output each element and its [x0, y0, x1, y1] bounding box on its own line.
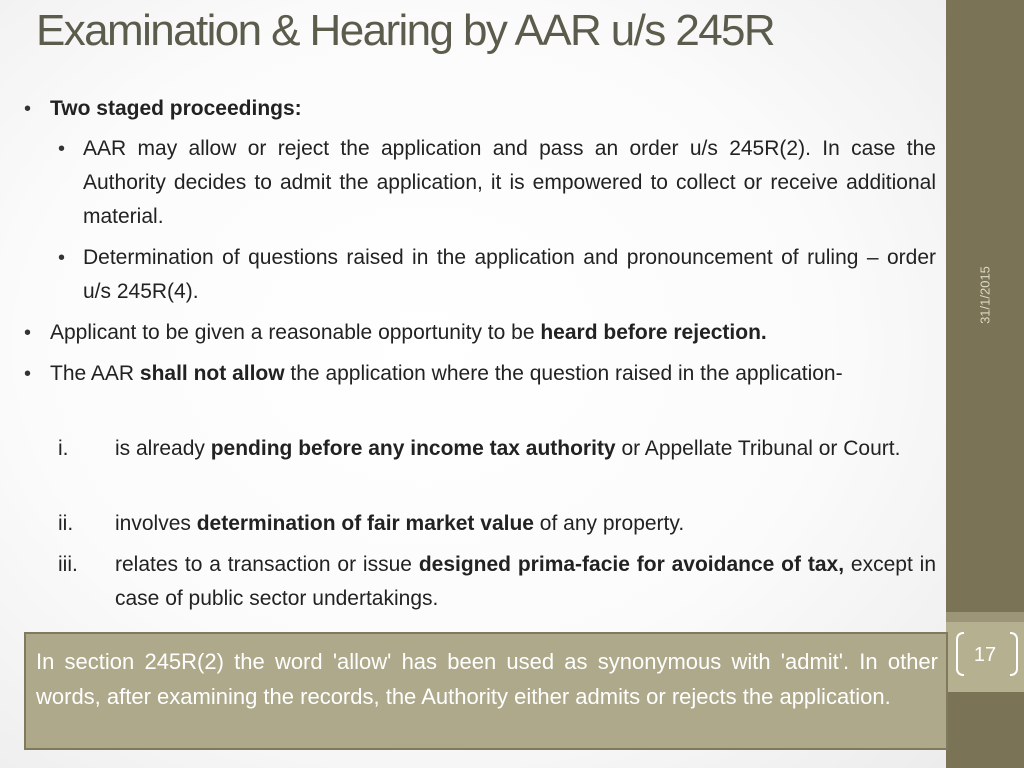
- sub-bullet-icon: •: [58, 138, 66, 160]
- bullet-icon: •: [24, 363, 32, 385]
- slide-title: Examination & Hearing by AAR u/s 245R: [36, 6, 775, 55]
- bullet-2: [50, 316, 936, 350]
- list-item-i: [115, 432, 936, 466]
- list-item-i-text: is already: [115, 437, 211, 460]
- bullet-heading: [50, 92, 936, 126]
- list-number: iii.: [58, 553, 78, 576]
- bullet-2-text: Applicant to be given a reasonable opportunity to be: [50, 321, 541, 344]
- bullet-3-bold: shall not allow: [139, 362, 285, 385]
- list-number: ii.: [58, 512, 74, 535]
- note-text: In section 245R(2) the word 'allow' has been used as synonymous with 'admit'. In other words, after examining the records, the Authority either admits or rejects the application.: [36, 649, 938, 709]
- list-item-iii-bold: designed prima-facie for avoidance of tax,: [418, 553, 845, 576]
- bullet-icon: •: [24, 322, 32, 344]
- bullet-icon: •: [24, 98, 32, 120]
- bullet-3-text: The AAR: [50, 362, 140, 385]
- list-item-i-text-end: or Appellate Tribunal or Court.: [615, 437, 901, 460]
- list-item-iii-text-end: except in case of public sector undertakings.: [115, 553, 936, 610]
- page-number-box: [946, 622, 1024, 692]
- list-item-ii-text-end: of any property.: [533, 512, 685, 535]
- list-item-iii-text: relates to a transaction or issue: [115, 553, 419, 576]
- bullet-2-bold: heard before rejection.: [540, 321, 767, 344]
- bullet-3-text-end: the application where the question raised in the application-: [284, 362, 843, 385]
- list-number: i.: [58, 437, 69, 460]
- bullet-heading-text: Two staged proceedings:: [50, 97, 302, 120]
- note-callout: [24, 632, 948, 750]
- sub-bullet-icon: •: [58, 247, 66, 269]
- page-number: 17: [973, 644, 997, 666]
- list-item-ii-bold: determination of fair market value: [196, 512, 534, 535]
- sub-bullet-2: Determination of questions raised in the application and pronouncement of ruling – order u/s 245R(4).: [83, 246, 936, 303]
- slide-date: 31/1/2015: [977, 266, 993, 324]
- side-bar-accent: [946, 612, 1024, 622]
- list-item-ii-text: involves: [115, 512, 197, 535]
- list-item-iii: [115, 548, 936, 616]
- bullet-3: [50, 357, 936, 391]
- sub-bullet-1: AAR may allow or reject the application and pass an order u/s 245R(2). In case the Authority decides to admit the application, it is empowered to collect or receive additional material.: [83, 137, 936, 228]
- list-item-i-bold: pending before any income tax authority: [210, 437, 616, 460]
- list-item-ii: [115, 507, 936, 541]
